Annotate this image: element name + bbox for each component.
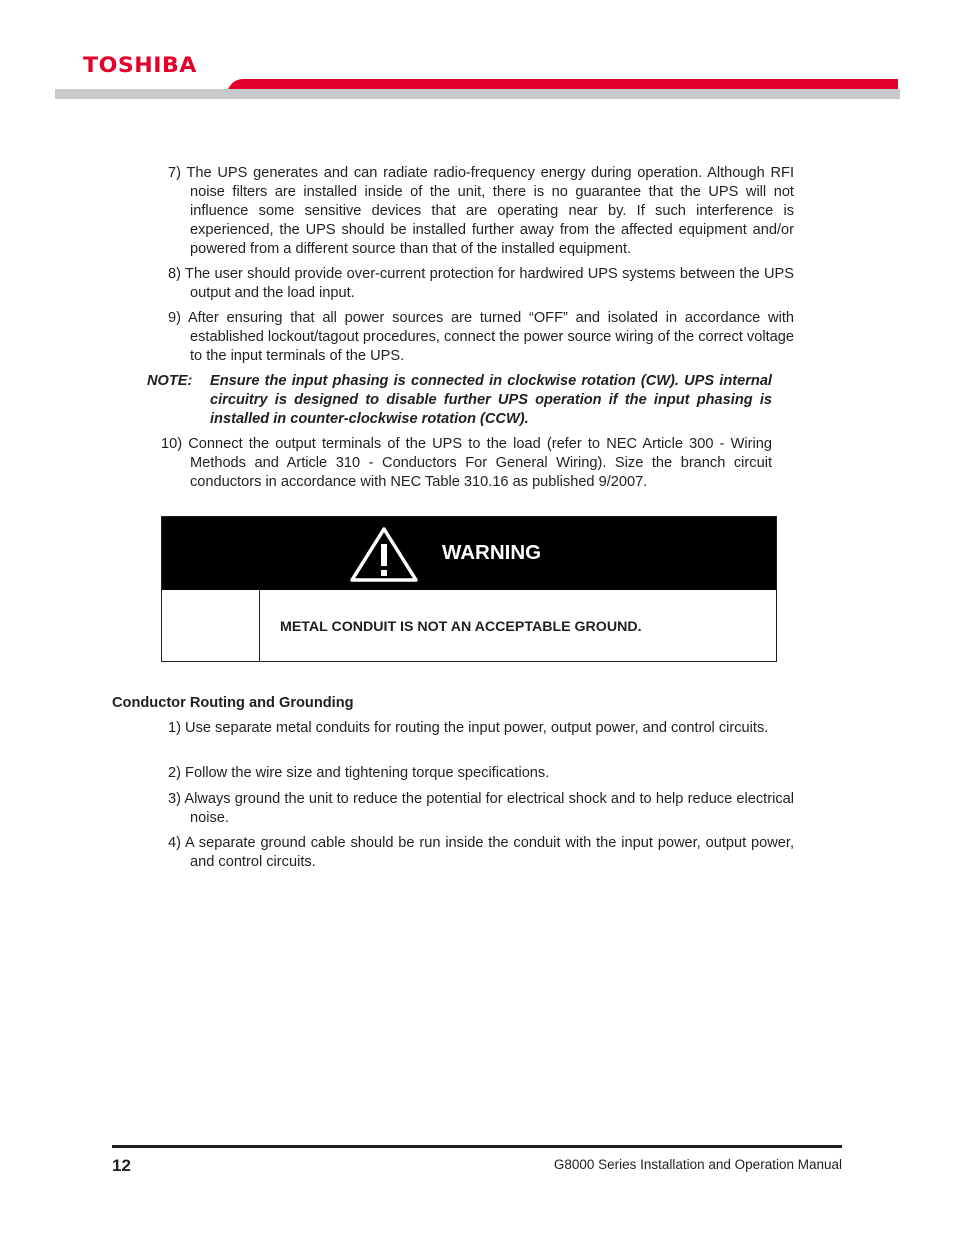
page-number: 12 (112, 1156, 131, 1175)
note-text: Ensure the input phasing is connected in clockwise rotation (CW). UPS internal circuitry is designed to disable further UPS operation if the input phasing is installed in counter-clockwise rotation (CCW). (210, 373, 772, 427)
item-text: The user should provide over-current protection for hardwired UPS systems between the UPS output and the load input. (185, 266, 794, 301)
note-label: NOTE: (147, 373, 193, 389)
warning-box (161, 516, 777, 662)
item-text: Follow the wire size and tightening torque specifications. (185, 765, 550, 781)
warning-left-cell (162, 590, 260, 662)
item-number: 7) (168, 165, 181, 181)
list-item-2 (168, 764, 794, 783)
warning-triangle-icon (348, 524, 420, 584)
warning-header (162, 517, 776, 590)
item-number: 1) (168, 720, 181, 736)
item-text: A separate ground cable should be run inside the conduit with the input power, output power, and control circuits. (185, 835, 794, 870)
item-text: The UPS generates and can radiate radio-frequency energy during operation. Although RFI noise filters are installed inside of the unit, there is no guarantee that the UPS will not influence some sensitive devices that are operating near by. If such interference is experienced, the UPS should be installed further away from the affected equipment and/or powered from a different source than that of the installed equipment. (186, 165, 794, 257)
section-heading: Conductor Routing and Grounding (112, 695, 354, 711)
warning-message: METAL CONDUIT IS NOT AN ACCEPTABLE GROUND. (280, 619, 642, 635)
item-text: After ensuring that all power sources are turned “OFF” and isolated in accordance with established lockout/tagout procedures, connect the power source wiring of the correct voltage to the input terminals of the UPS. (187, 310, 795, 364)
item-number: 2) (168, 765, 181, 781)
item-text: Use separate metal conduits for routing the input power, output power, and control circuits. (185, 720, 769, 736)
toshiba-logo: TOSHIBA (83, 53, 197, 77)
item-number: 9) (168, 310, 181, 326)
item-text: Always ground the unit to reduce the potential for electrical shock and to help reduce electrical noise. (184, 791, 794, 826)
item-number: 3) (168, 791, 181, 807)
item-number: 10) (161, 436, 183, 452)
warning-title: WARNING (442, 541, 542, 564)
item-number: 8) (168, 266, 181, 282)
list-item-1 (168, 719, 794, 738)
list-item-7 (168, 164, 794, 259)
manual-title: G8000 Series Installation and Operation Manual (553, 1157, 842, 1172)
list-item-4 (168, 834, 794, 872)
list-item-10 (161, 435, 772, 492)
item-number: 4) (168, 835, 181, 851)
list-item-3 (168, 790, 794, 828)
list-item-9 (168, 309, 794, 366)
footer-rule (112, 1145, 842, 1148)
item-text: Connect the output terminals of the UPS to the load (refer to NEC Article 300 - Wiring Methods and Article 310 - Conductors For General Wiring). Size the branch circuit conductors in accordance with NEC Table 310.16 as published 9/2007. (188, 436, 772, 490)
list-item-8 (168, 265, 794, 303)
